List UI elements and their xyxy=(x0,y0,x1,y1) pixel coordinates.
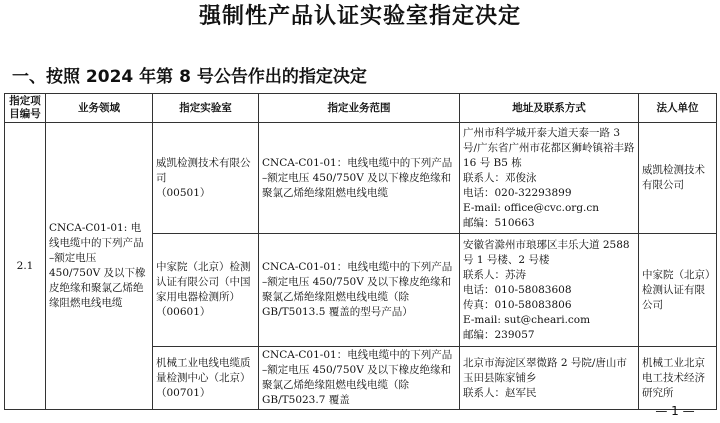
lab-name: 机械工业电线电缆质量检测中心（北京） （00701） xyxy=(153,347,259,410)
page-number: — 1 — xyxy=(655,404,695,418)
header-business-field: 业务领域 xyxy=(46,94,153,123)
section-heading: 一、按照 2024 年第 8 号公告作出的指定决定 xyxy=(12,67,367,87)
designation-table xyxy=(4,93,717,410)
table-header-row xyxy=(5,94,717,123)
business-field: CNCA-C01-01: 电线电缆中的下列产品 –额定电压 450/750V 及以下橡皮绝缘和聚氯乙烯绝缘阻燃电线电缆 xyxy=(46,123,153,410)
contact-info: 安徽省滁州市琅琊区丰乐大道 2588 号 1 号楼、2 号楼 联系人：苏涛 电话：010-58083608 传真：010-58083806 E-mail: sut@cheari.com 邮编：239057 xyxy=(460,234,639,347)
item-number: 2.1 xyxy=(5,123,46,410)
header-item-number: 指定项目编号 xyxy=(5,94,46,123)
contact-info: 广州市科学城开泰大道天泰一路 3 号/广东省广州市花都区狮岭镇裕丰路 16 号 B5 栋 联系人：邓俊泳 电话：020-32293899 E-mail: office@cvc.org.cn 邮编：510663 xyxy=(460,123,639,234)
scope-text: CNCA-C01-01：电线电缆中的下列产品 –额定电压 450/750V 及以下橡皮绝缘和聚氯乙烯绝缘阻燃电线电缆（除 GB/T5013.5 覆盖的型号产品） xyxy=(259,234,460,347)
header-designated-lab: 指定实验室 xyxy=(153,94,259,123)
contact-info: 北京市海淀区翠微路 2 号院/唐山市玉田县陈家铺乡 联系人：赵军民 xyxy=(460,347,639,410)
table-row xyxy=(5,123,717,234)
scope-text: CNCA-C01-01：电线电缆中的下列产品 –额定电压 450/750V 及以下橡皮绝缘和聚氯乙烯绝缘阻燃电线电缆 xyxy=(259,123,460,234)
scope-text: CNCA-C01-01：电线电缆中的下列产品 –额定电压 450/750V 及以下橡皮绝缘和聚氯乙烯绝缘阻燃电线电缆（除 GB/T5023.7 覆盖 xyxy=(259,347,460,410)
lab-name: 中家院（北京）检测认证有限公司（中国家用电器检测所）（00601） xyxy=(153,234,259,347)
page-bottom-edge xyxy=(0,416,720,423)
legal-entity: 威凯检测技术有限公司 xyxy=(639,123,717,234)
header-legal-entity: 法人单位 xyxy=(639,94,717,123)
header-contact: 地址及联系方式 xyxy=(460,94,639,123)
legal-entity: 中家院（北京）检测认证有限公司 xyxy=(639,234,717,347)
legal-entity: 机械工业北京电工技术经济研究所 xyxy=(639,347,717,410)
lab-name: 威凯检测技术有限公司 （00501） xyxy=(153,123,259,234)
header-scope: 指定业务范围 xyxy=(259,94,460,123)
document-title: 强制性产品认证实验室指定决定 xyxy=(198,4,521,29)
